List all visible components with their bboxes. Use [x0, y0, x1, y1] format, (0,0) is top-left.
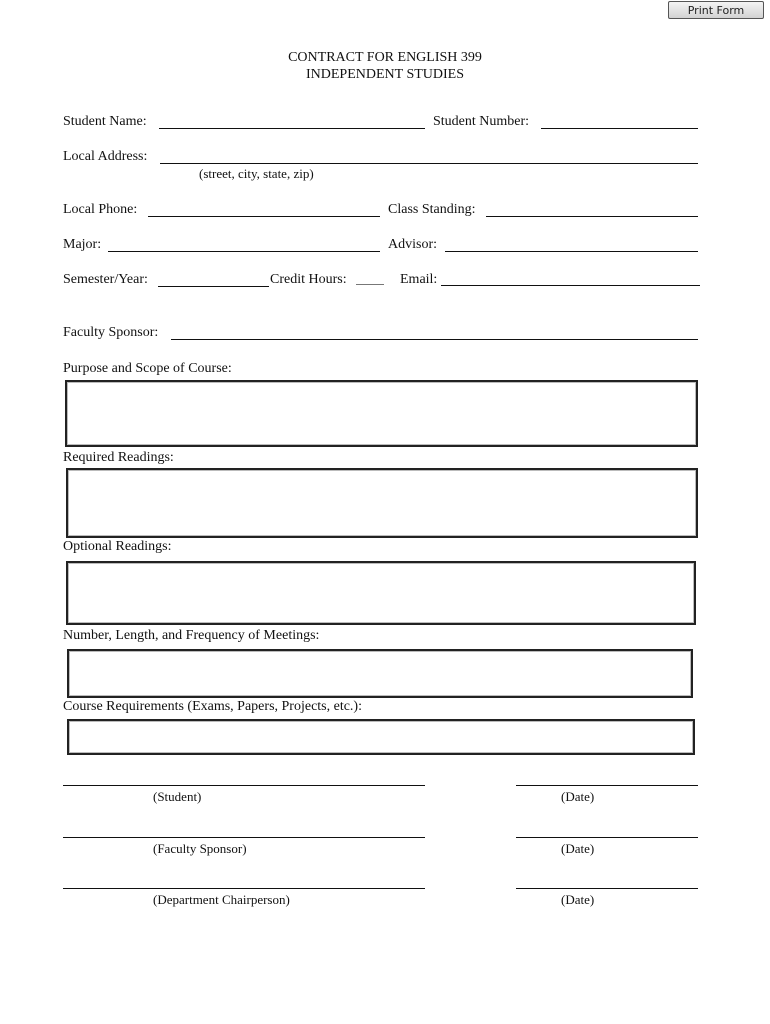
credit-hours-label: Credit Hours: [270, 272, 347, 287]
faculty-signature-line[interactable] [63, 837, 425, 838]
required-readings-textarea[interactable] [66, 468, 698, 538]
student-number-field[interactable] [541, 128, 698, 129]
student-signature-line[interactable] [63, 785, 425, 786]
faculty-date-line[interactable] [516, 837, 698, 838]
student-name-field[interactable] [159, 128, 425, 129]
class-standing-field[interactable] [486, 216, 698, 217]
chairperson-signature-caption: (Department Chairperson) [153, 892, 290, 907]
student-date-caption: (Date) [561, 789, 595, 804]
meetings-label: Number, Length, and Frequency of Meetings: [63, 628, 320, 643]
faculty-date-caption: (Date) [561, 841, 595, 856]
student-number-label: Student Number: [433, 114, 530, 129]
required-readings-label: Required Readings: [63, 450, 174, 465]
email-field[interactable] [441, 285, 700, 286]
form-title-line1: CONTRACT FOR ENGLISH 399 [288, 50, 482, 65]
chairperson-date-caption: (Date) [561, 892, 595, 907]
optional-readings-textarea[interactable] [66, 561, 696, 625]
meetings-textarea[interactable] [67, 649, 693, 698]
major-label: Major: [63, 237, 102, 252]
print-form-button[interactable]: Print Form [668, 1, 764, 19]
semester-year-label: Semester/Year: [63, 272, 148, 287]
local-phone-field[interactable] [148, 216, 380, 217]
email-label: Email: [400, 272, 438, 287]
student-date-line[interactable] [516, 785, 698, 786]
major-field[interactable] [108, 251, 380, 252]
class-standing-label: Class Standing: [388, 202, 476, 217]
course-requirements-textarea[interactable] [67, 719, 695, 755]
advisor-field[interactable] [445, 251, 698, 252]
address-hint: (street, city, state, zip) [199, 166, 314, 181]
faculty-signature-caption: (Faculty Sponsor) [153, 841, 247, 856]
advisor-label: Advisor: [388, 237, 437, 252]
purpose-scope-label: Purpose and Scope of Course: [63, 361, 232, 376]
faculty-sponsor-field[interactable] [171, 339, 698, 340]
student-signature-caption: (Student) [153, 789, 202, 804]
chairperson-signature-line[interactable] [63, 888, 425, 889]
local-address-label: Local Address: [63, 149, 148, 164]
semester-year-field[interactable] [158, 286, 269, 287]
student-name-label: Student Name: [63, 114, 147, 129]
credit-hours-field[interactable] [356, 284, 384, 285]
purpose-scope-textarea[interactable] [65, 380, 698, 447]
faculty-sponsor-label: Faculty Sponsor: [63, 325, 159, 340]
optional-readings-label: Optional Readings: [63, 539, 172, 554]
chairperson-date-line[interactable] [516, 888, 698, 889]
local-phone-label: Local Phone: [63, 202, 138, 217]
form-title-line2: INDEPENDENT STUDIES [305, 67, 464, 82]
course-requirements-label: Course Requirements (Exams, Papers, Projects, etc.): [63, 699, 362, 714]
local-address-field[interactable] [160, 163, 698, 164]
